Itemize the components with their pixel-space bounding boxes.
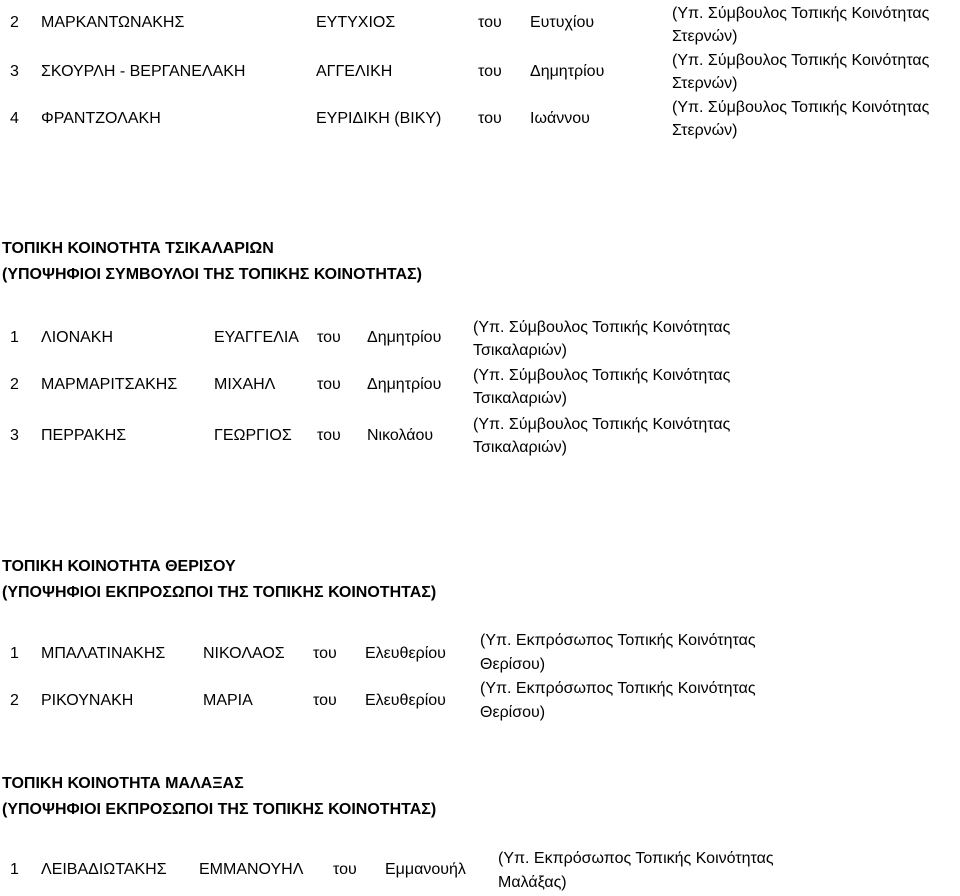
- given-name: ΕΥΑΓΓΕΛΙΑ: [214, 329, 299, 346]
- row-number: 1: [10, 645, 19, 662]
- note-line-2: Τσικαλαριών): [473, 390, 567, 407]
- row-number: 3: [10, 63, 19, 80]
- father-name: Ελευθερίου: [365, 692, 446, 709]
- surname: ΠΕΡΡΑΚΗΣ: [41, 427, 127, 444]
- note-line-2: Τσικαλαριών): [473, 439, 567, 456]
- note-line-2: Μαλάξας): [498, 874, 567, 891]
- section-subtitle: (ΥΠΟΨΗΦΙΟΙ ΕΚΠΡΟΣΩΠΟΙ ΤΗΣ ΤΟΠΙΚΗΣ ΚΟΙΝΟΤΗΤΑΣ): [2, 801, 437, 818]
- note-line-1: (Υπ. Σύμβουλος Τοπικής Κοινότητας: [473, 416, 731, 433]
- tou-word: του: [478, 110, 502, 127]
- tou-word: του: [478, 14, 502, 31]
- given-name: ΕΜΜΑΝΟΥΗΛ: [199, 861, 304, 878]
- section-subtitle: (ΥΠΟΨΗΦΙΟΙ ΕΚΠΡΟΣΩΠΟΙ ΤΗΣ ΤΟΠΙΚΗΣ ΚΟΙΝΟΤΗΤΑΣ): [2, 584, 437, 601]
- father-name: Δημητρίου: [530, 63, 605, 80]
- surname: ΜΑΡΚΑΝΤΩΝΑΚΗΣ: [41, 14, 185, 31]
- row-number: 3: [10, 427, 19, 444]
- section-title: ΤΟΠΙΚΗ ΚΟΙΝΟΤΗΤΑ ΤΣΙΚΑΛΑΡΙΩΝ: [2, 240, 274, 257]
- given-name: ΕΥΡΙΔΙΚΗ (ΒΙΚΥ): [316, 110, 442, 127]
- section-subtitle: (ΥΠΟΨΗΦΙΟΙ ΣΥΜΒΟΥΛΟΙ ΤΗΣ ΤΟΠΙΚΗΣ ΚΟΙΝΟΤΗΤΑΣ): [2, 266, 422, 283]
- father-name: Εμμανουήλ: [385, 861, 466, 878]
- tou-word: του: [317, 329, 341, 346]
- father-name: Δημητρίου: [367, 329, 442, 346]
- father-name: Νικολάου: [367, 427, 434, 444]
- surname: ΛΙΟΝΑΚΗ: [41, 329, 114, 346]
- father-name: Δημητρίου: [367, 376, 442, 393]
- tou-word: του: [317, 376, 341, 393]
- section-title: ΤΟΠΙΚΗ ΚΟΙΝΟΤΗΤΑ ΜΑΛΑΞΑΣ: [2, 775, 244, 792]
- note-line-1: (Υπ. Εκπρόσωπος Τοπικής Κοινότητας: [498, 850, 774, 867]
- surname: ΜΠΑΛΑΤΙΝΑΚΗΣ: [41, 645, 166, 662]
- tou-word: του: [313, 645, 337, 662]
- surname: ΡΙΚΟΥΝΑΚΗ: [41, 692, 134, 709]
- father-name: Ελευθερίου: [365, 645, 446, 662]
- tou-word: του: [317, 427, 341, 444]
- given-name: ΓΕΩΡΓΙΟΣ: [214, 427, 292, 444]
- note-line-1: (Υπ. Σύμβουλος Τοπικής Κοινότητας: [473, 319, 731, 336]
- row-number: 1: [10, 329, 19, 346]
- given-name: ΑΓΓΕΛΙΚΗ: [316, 63, 393, 80]
- surname: ΦΡΑΝΤΖΟΛΑΚΗ: [41, 110, 161, 127]
- surname: ΜΑΡΜΑΡΙΤΣΑΚΗΣ: [41, 376, 178, 393]
- tou-word: του: [478, 63, 502, 80]
- section-title: ΤΟΠΙΚΗ ΚΟΙΝΟΤΗΤΑ ΘΕΡΙΣΟΥ: [2, 558, 236, 575]
- given-name: ΜΑΡΙΑ: [203, 692, 253, 709]
- note-line-2: Στερνών): [672, 75, 738, 92]
- father-name: Ευτυχίου: [530, 14, 595, 31]
- given-name: ΜΙΧΑΗΛ: [214, 376, 276, 393]
- note-line-2: Τσικαλαριών): [473, 342, 567, 359]
- note-line-1: (Υπ. Εκπρόσωπος Τοπικής Κοινότητας: [480, 632, 756, 649]
- note-line-1: (Υπ. Σύμβουλος Τοπικής Κοινότητας: [672, 99, 930, 116]
- tou-word: του: [333, 861, 357, 878]
- note-line-1: (Υπ. Σύμβουλος Τοπικής Κοινότητας: [672, 5, 930, 22]
- given-name: ΕΥΤΥΧΙΟΣ: [316, 14, 396, 31]
- row-number: 2: [10, 14, 19, 31]
- surname: ΛΕΙΒΑΔΙΩΤΑΚΗΣ: [41, 861, 167, 878]
- note-line-2: Στερνών): [672, 28, 738, 45]
- father-name: Ιωάννου: [530, 110, 590, 127]
- row-number: 2: [10, 692, 19, 709]
- row-number: 2: [10, 376, 19, 393]
- note-line-1: (Υπ. Σύμβουλος Τοπικής Κοινότητας: [672, 52, 930, 69]
- row-number: 1: [10, 861, 19, 878]
- note-line-2: Θερίσου): [480, 704, 546, 721]
- given-name: ΝΙΚΟΛΑΟΣ: [203, 645, 285, 662]
- surname: ΣΚΟΥΡΛΗ - ΒΕΡΓΑΝΕΛΑΚΗ: [41, 63, 246, 80]
- note-line-1: (Υπ. Εκπρόσωπος Τοπικής Κοινότητας: [480, 680, 756, 697]
- note-line-1: (Υπ. Σύμβουλος Τοπικής Κοινότητας: [473, 367, 731, 384]
- note-line-2: Στερνών): [672, 122, 738, 139]
- tou-word: του: [313, 692, 337, 709]
- row-number: 4: [10, 110, 19, 127]
- note-line-2: Θερίσου): [480, 656, 546, 673]
